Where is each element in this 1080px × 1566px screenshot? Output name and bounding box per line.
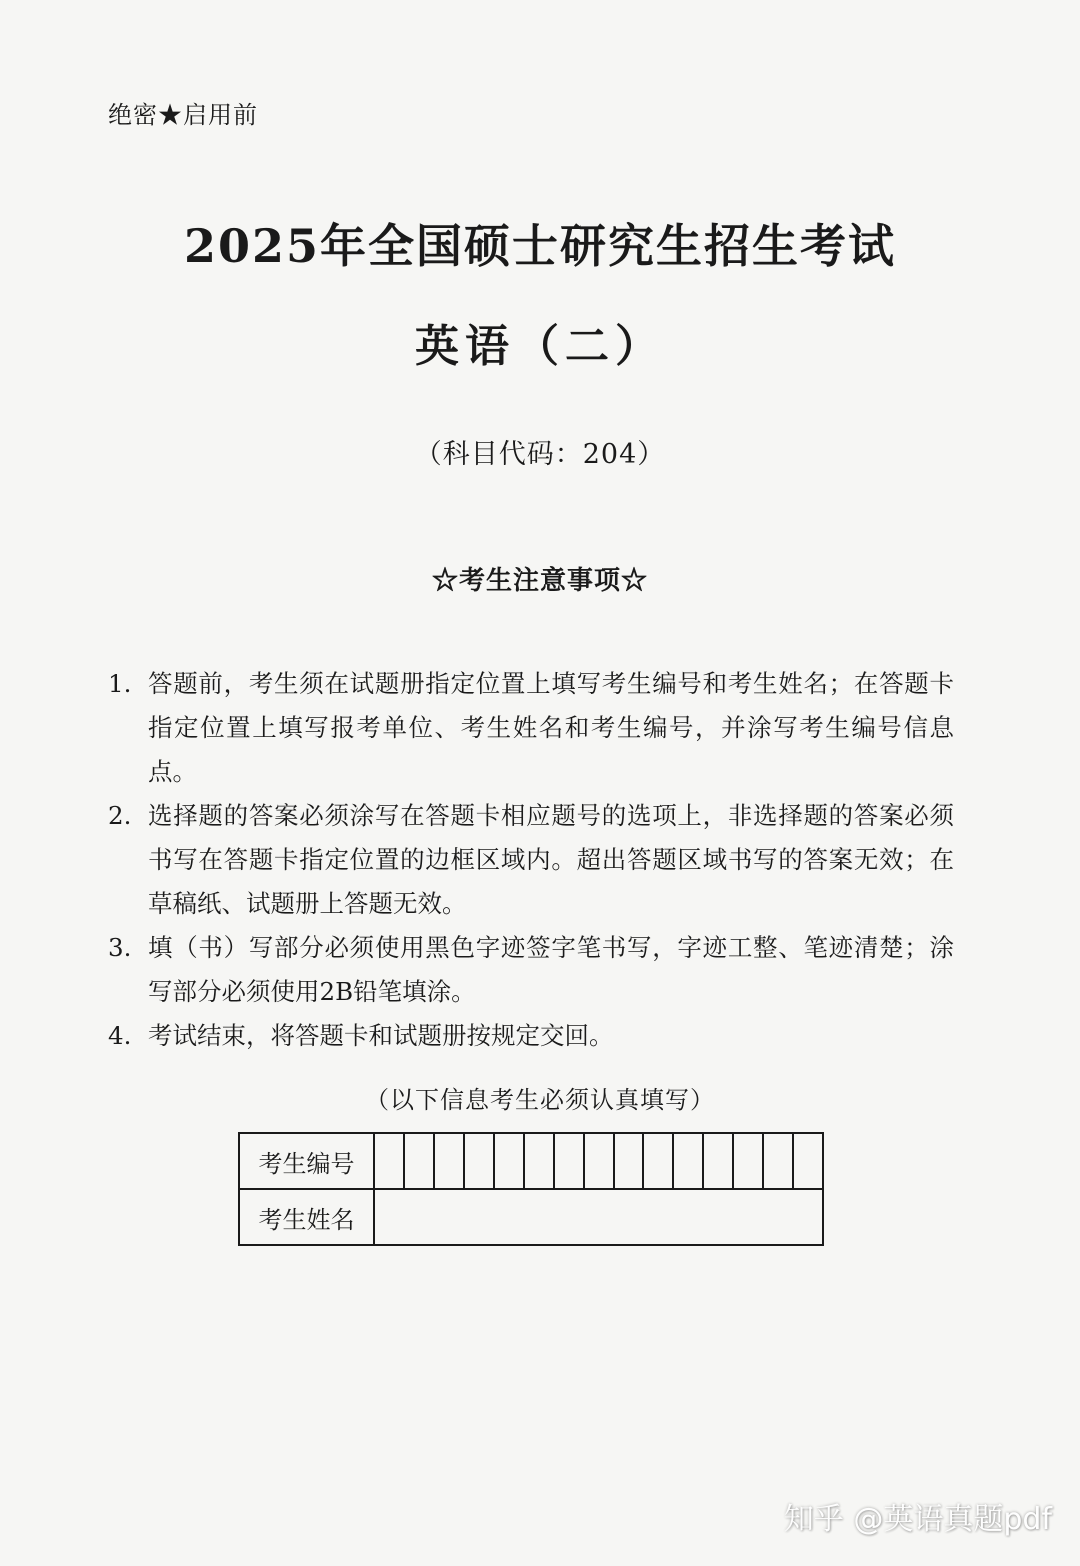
notice-item bbox=[108, 1014, 954, 1058]
source-watermark: 知乎 @英语真题pdf bbox=[783, 1502, 1052, 1537]
secret-mark: 绝密★启用前 bbox=[108, 101, 258, 129]
candidate-name-row bbox=[239, 1189, 823, 1245]
id-digit-box[interactable] bbox=[792, 1134, 822, 1188]
id-digit-box[interactable] bbox=[642, 1134, 672, 1188]
notice-item-number: 2. bbox=[108, 801, 132, 830]
notice-item bbox=[108, 662, 954, 794]
notice-item-text: 答题前，考生须在试题册指定位置上填写考生编号和考生姓名；在答题卡指定位置上填写报考单位、考生姓名和考生编号，并涂写考生编号信息点。 bbox=[148, 669, 954, 786]
candidate-name-field[interactable] bbox=[374, 1189, 823, 1245]
candidate-id-boxes[interactable] bbox=[375, 1134, 822, 1188]
candidate-id-row bbox=[239, 1133, 823, 1189]
id-digit-box[interactable] bbox=[403, 1134, 433, 1188]
candidate-id-field[interactable] bbox=[374, 1133, 823, 1189]
notice-item-number: 3. bbox=[108, 933, 132, 962]
id-digit-box[interactable] bbox=[493, 1134, 523, 1188]
candidate-info-table bbox=[238, 1132, 824, 1246]
notice-item-text: 填（书）写部分必须使用黑色字迹签字笔书写，字迹工整、笔迹清楚；涂写部分必须使用2B铅笔填涂。 bbox=[148, 933, 954, 1006]
notice-item-number: 1. bbox=[108, 669, 132, 698]
notice-item bbox=[108, 926, 954, 1014]
id-digit-box[interactable] bbox=[702, 1134, 732, 1188]
id-digit-box[interactable] bbox=[433, 1134, 463, 1188]
id-digit-box[interactable] bbox=[583, 1134, 613, 1188]
id-digit-box[interactable] bbox=[732, 1134, 762, 1188]
notice-item-text: 考试结束，将答题卡和试题册按规定交回。 bbox=[148, 1021, 614, 1050]
notice-heading: ☆考生注意事项☆ bbox=[431, 566, 648, 596]
id-digit-box[interactable] bbox=[463, 1134, 493, 1188]
subject-code: （科目代码：204） bbox=[414, 439, 666, 470]
candidate-name-label: 考生姓名 bbox=[239, 1189, 374, 1245]
info-form-caption: （以下信息考生必须认真填写） bbox=[365, 1086, 715, 1114]
id-digit-box[interactable] bbox=[672, 1134, 702, 1188]
exam-title: 2025年全国硕士研究生招生考试 bbox=[183, 219, 897, 273]
id-digit-box[interactable] bbox=[375, 1134, 403, 1188]
candidate-id-label: 考生编号 bbox=[239, 1133, 374, 1189]
id-digit-box[interactable] bbox=[613, 1134, 643, 1188]
notice-item-number: 4. bbox=[108, 1021, 132, 1050]
id-digit-box[interactable] bbox=[523, 1134, 553, 1188]
exam-subject: 英语（二） bbox=[415, 321, 665, 372]
notice-item bbox=[108, 794, 954, 926]
notice-item-text: 选择题的答案必须涂写在答题卡相应题号的选项上，非选择题的答案必须书写在答题卡指定位置的边框区域内。超出答题区域书写的答案无效；在草稿纸、试题册上答题无效。 bbox=[148, 801, 954, 918]
notice-list bbox=[108, 662, 954, 1058]
id-digit-box[interactable] bbox=[553, 1134, 583, 1188]
id-digit-box[interactable] bbox=[762, 1134, 792, 1188]
